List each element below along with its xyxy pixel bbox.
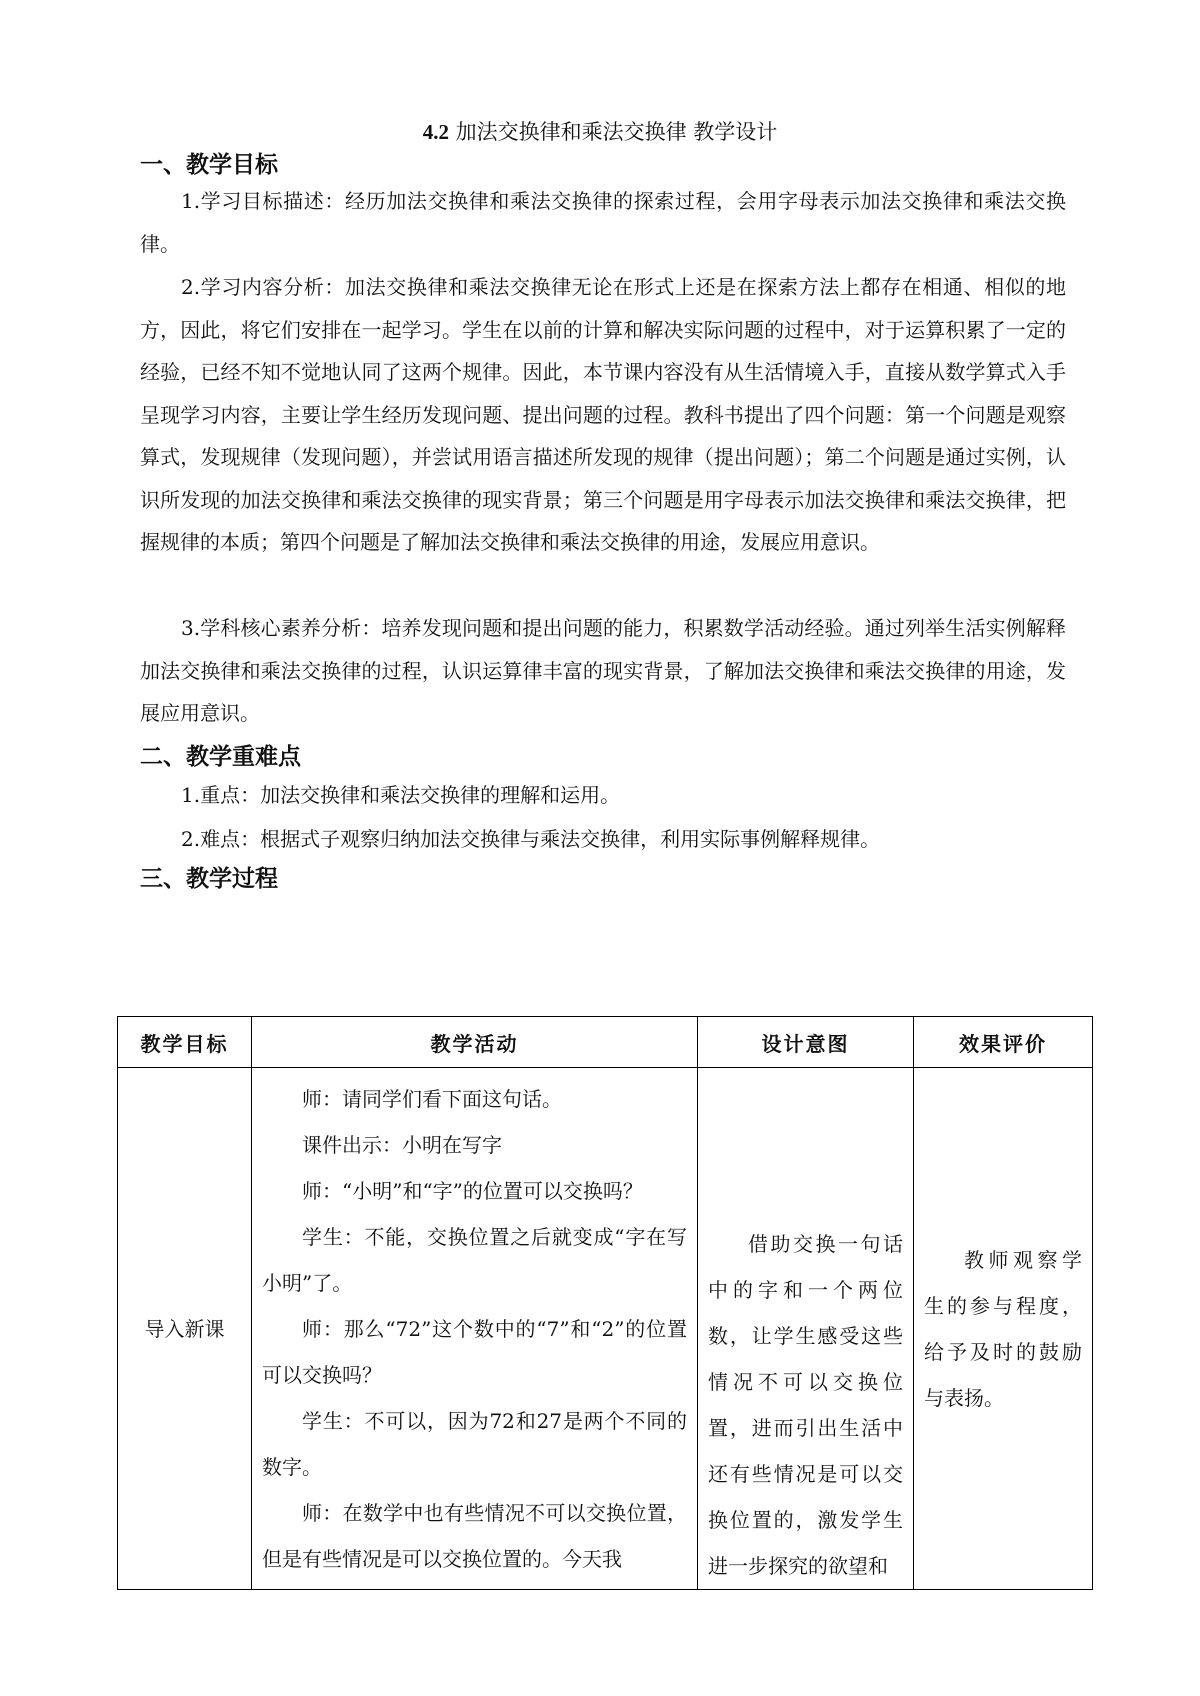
header-activity: 教学活动: [252, 1017, 698, 1068]
document-title: [140, 116, 1060, 146]
cell-activity: [252, 1068, 698, 1590]
cell-evaluation: [914, 1068, 1093, 1590]
objectives-paragraph-2: 2.学习内容分析：加法交换律和乘法交换律无论在形式上还是在探索方法上都存在相通、相似的地方，因此，将它们安排在一起学习。学生在以前的计算和解决实际问题的过程中，对于运算积累了一定的经验，已经不知不觉地认同了这两个规律。因此，本节课内容没有从生活情境入手，直接从数学算式入手呈现学习内容，主要让学生经历发现问题、提出问题的过程。教科书提出了四个问题：第一个问题是观察算式，发现规律（发现问题），并尝试用语言描述所发现的规律（提出问题）；第二个问题是通过实例，认识所发现的加法交换律和乘法交换律的现实背景；第三个问题是用字母表示加法交换律和乘法交换律，把握规律的本质；第四个问题是了解加法交换律和乘法交换律的用途，发展应用意识。: [140, 275, 1066, 554]
activity-line: 师：“小明”和“字”的位置可以交换吗？: [302, 1178, 643, 1203]
section-heading-key-points: 二、教学重难点: [140, 744, 301, 770]
lesson-plan-table: [117, 1016, 1093, 1590]
header-intent: 设计意图: [698, 1017, 914, 1068]
section-heading-process: 三、教学过程: [140, 866, 278, 892]
difficulty-paragraph: 2.难点：根据式子观察归纳加法交换律与乘法交换律，利用实际事例解释规律。: [181, 827, 881, 851]
evaluation-text: 教师观察学生的参与程度，给予及时的鼓励与表扬。: [924, 1247, 1082, 1410]
title-number: 4.2: [422, 120, 449, 144]
cell-goal: 导入新课: [118, 1068, 252, 1590]
header-evaluation: 效果评价: [914, 1017, 1093, 1068]
activity-line: 师：在数学中也有些情况不可以交换位置，但是有些情况是可以交换位置的。今天我: [262, 1500, 687, 1571]
activity-line: 学生：不能，交换位置之后就变成“字在写小明”了。: [262, 1224, 687, 1295]
objectives-paragraph-1: 1.学习目标描述：经历加法交换律和乘法交换律的探索过程，会用字母表示加法交换律和乘法交换律。: [140, 189, 1066, 256]
table-header-row: [118, 1017, 1093, 1068]
activity-line: 师：请同学们看下面这句话。: [302, 1086, 562, 1111]
objectives-paragraph-3: 3.学科核心素养分析：培养发现问题和提出问题的能力，积累数学活动经验。通过列举生活实例解释加法交换律和乘法交换律的过程，认识运算律丰富的现实背景，了解加法交换律和乘法交换律的用途，发展应用意识。: [140, 616, 1066, 725]
activity-line: 师：那么“72”这个数中的“7”和“2”的位置可以交换吗？: [262, 1316, 687, 1387]
title-text: 加法交换律和乘法交换律 教学设计: [448, 120, 778, 144]
cell-intent: [698, 1068, 914, 1590]
intent-text: 借助交换一句话中的字和一个两位数，让学生感受这些情况不可以交换位置，进而引出生活中还有些情况是可以交换位置的，激发学生进一步探究的欲望和: [708, 1232, 903, 1578]
activity-line: 课件出示：小明在写字: [302, 1132, 502, 1157]
header-goal: 教学目标: [118, 1017, 252, 1068]
activity-line: 学生：不可以，因为72和27是两个不同的数字。: [262, 1408, 687, 1479]
section-heading-objectives: 一、教学目标: [140, 152, 278, 178]
key-point-paragraph: 1.重点：加法交换律和乘法交换律的理解和运用。: [181, 783, 621, 807]
table-row: [118, 1068, 1093, 1590]
